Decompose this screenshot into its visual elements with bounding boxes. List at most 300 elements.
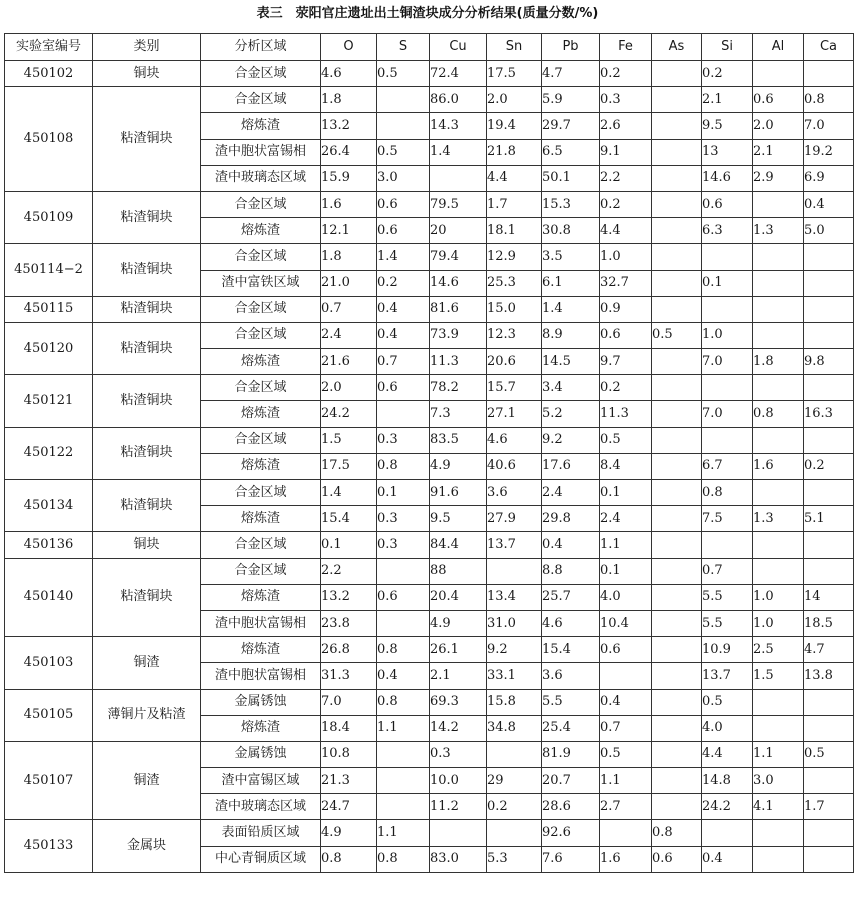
value-cell	[804, 244, 854, 270]
value-cell	[377, 768, 430, 794]
value-cell: 0.4	[377, 663, 430, 689]
table-row	[5, 244, 854, 270]
value-cell: 0.1	[600, 558, 652, 584]
value-cell: 25.3	[487, 270, 542, 296]
value-cell: 5.9	[542, 87, 600, 113]
value-cell: 7.0	[702, 349, 753, 375]
region-cell: 合金区域	[201, 532, 321, 558]
value-cell: 3.0	[753, 768, 804, 794]
region-cell: 熔炼渣	[201, 401, 321, 427]
value-cell: 0.5	[600, 427, 652, 453]
value-cell	[804, 558, 854, 584]
value-cell: 14.6	[430, 270, 487, 296]
value-cell: 4.7	[542, 61, 600, 87]
value-cell	[377, 610, 430, 636]
value-cell: 2.1	[430, 663, 487, 689]
value-cell: 0.8	[377, 689, 430, 715]
region-cell: 合金区域	[201, 375, 321, 401]
value-cell: 79.4	[430, 244, 487, 270]
value-cell: 4.7	[804, 637, 854, 663]
value-cell: 0.8	[321, 846, 377, 872]
region-cell: 熔炼渣	[201, 349, 321, 375]
value-cell	[652, 191, 702, 217]
value-cell	[652, 139, 702, 165]
category-cell: 粘渣铜块	[93, 322, 201, 374]
value-cell	[652, 532, 702, 558]
value-cell: 24.7	[321, 794, 377, 820]
region-cell: 渣中胞状富锡相	[201, 663, 321, 689]
value-cell	[652, 427, 702, 453]
value-cell	[804, 768, 854, 794]
value-cell: 31.0	[487, 610, 542, 636]
region-cell: 金属锈蚀	[201, 741, 321, 767]
value-cell: 20.6	[487, 349, 542, 375]
value-cell	[753, 689, 804, 715]
value-cell: 2.4	[600, 506, 652, 532]
lab-number-cell: 450108	[5, 87, 93, 192]
value-cell	[652, 689, 702, 715]
region-cell: 渣中胞状富锡相	[201, 610, 321, 636]
value-cell	[753, 296, 804, 322]
value-cell: 15.8	[487, 689, 542, 715]
value-cell: 16.3	[804, 401, 854, 427]
region-cell: 合金区域	[201, 191, 321, 217]
value-cell: 0.4	[804, 191, 854, 217]
value-cell: 1.3	[753, 506, 804, 532]
value-cell: 0.8	[804, 87, 854, 113]
value-cell: 2.1	[702, 87, 753, 113]
value-cell: 0.6	[377, 375, 430, 401]
category-cell: 金属块	[93, 820, 201, 872]
value-cell: 18.1	[487, 218, 542, 244]
value-cell: 27.1	[487, 401, 542, 427]
lab-number-cell: 450140	[5, 558, 93, 637]
region-cell: 熔炼渣	[201, 453, 321, 479]
value-cell	[804, 480, 854, 506]
value-cell	[753, 846, 804, 872]
region-cell: 渣中玻璃态区域	[201, 794, 321, 820]
value-cell: 9.5	[702, 113, 753, 139]
category-cell: 粘渣铜块	[93, 427, 201, 479]
value-cell: 1.5	[321, 427, 377, 453]
value-cell: 4.6	[321, 61, 377, 87]
value-cell	[600, 663, 652, 689]
value-cell: 21.6	[321, 349, 377, 375]
value-cell	[702, 375, 753, 401]
value-cell	[652, 375, 702, 401]
value-cell: 2.5	[753, 637, 804, 663]
value-cell	[652, 715, 702, 741]
value-cell: 34.8	[487, 715, 542, 741]
value-cell: 14.2	[430, 715, 487, 741]
value-cell: 0.2	[600, 375, 652, 401]
header-element: O	[321, 34, 377, 61]
value-cell	[652, 663, 702, 689]
value-cell: 10.4	[600, 610, 652, 636]
value-cell: 0.4	[542, 532, 600, 558]
value-cell: 5.0	[804, 218, 854, 244]
value-cell: 17.6	[542, 453, 600, 479]
header-element: Si	[702, 34, 753, 61]
value-cell	[652, 218, 702, 244]
value-cell: 69.3	[430, 689, 487, 715]
value-cell: 0.2	[600, 61, 652, 87]
value-cell: 27.9	[487, 506, 542, 532]
header-element: Al	[753, 34, 804, 61]
value-cell: 4.0	[600, 584, 652, 610]
value-cell: 4.9	[321, 820, 377, 846]
lab-number-cell: 450121	[5, 375, 93, 427]
header-category: 类别	[93, 34, 201, 61]
region-cell: 熔炼渣	[201, 584, 321, 610]
value-cell: 32.7	[600, 270, 652, 296]
value-cell: 9.2	[542, 427, 600, 453]
value-cell: 1.6	[600, 846, 652, 872]
value-cell: 6.7	[702, 453, 753, 479]
value-cell: 1.1	[377, 820, 430, 846]
value-cell: 1.4	[430, 139, 487, 165]
value-cell: 7.3	[430, 401, 487, 427]
value-cell	[652, 741, 702, 767]
value-cell: 0.6	[377, 218, 430, 244]
value-cell: 2.1	[753, 139, 804, 165]
value-cell: 4.6	[487, 427, 542, 453]
value-cell: 13.7	[487, 532, 542, 558]
value-cell: 1.1	[377, 715, 430, 741]
value-cell: 8.9	[542, 322, 600, 348]
lab-number-cell: 450107	[5, 741, 93, 820]
value-cell	[487, 741, 542, 767]
value-cell: 11.3	[430, 349, 487, 375]
value-cell: 3.6	[487, 480, 542, 506]
table-row	[5, 532, 854, 558]
value-cell: 4.9	[430, 610, 487, 636]
value-cell	[652, 610, 702, 636]
value-cell	[804, 270, 854, 296]
value-cell: 1.0	[753, 584, 804, 610]
value-cell: 2.0	[321, 375, 377, 401]
header-element: Sn	[487, 34, 542, 61]
value-cell: 1.5	[753, 663, 804, 689]
value-cell: 29	[487, 768, 542, 794]
value-cell	[702, 427, 753, 453]
value-cell: 83.5	[430, 427, 487, 453]
value-cell	[702, 820, 753, 846]
region-cell: 熔炼渣	[201, 218, 321, 244]
value-cell: 8.4	[600, 453, 652, 479]
value-cell: 12.9	[487, 244, 542, 270]
value-cell: 7.5	[702, 506, 753, 532]
table-caption: 表三 荥阳官庄遗址出土铜渣块成分分析结果(质量分数/%)	[256, 6, 599, 21]
value-cell: 15.3	[542, 191, 600, 217]
value-cell	[652, 558, 702, 584]
category-cell: 粘渣铜块	[93, 87, 201, 192]
value-cell: 2.7	[600, 794, 652, 820]
value-cell: 13.7	[702, 663, 753, 689]
value-cell	[702, 296, 753, 322]
value-cell	[487, 558, 542, 584]
value-cell	[377, 741, 430, 767]
value-cell: 13	[702, 139, 753, 165]
lab-number-cell: 450114−2	[5, 244, 93, 296]
category-cell: 粘渣铜块	[93, 244, 201, 296]
value-cell: 0.4	[377, 322, 430, 348]
value-cell	[652, 349, 702, 375]
category-cell: 铜块	[93, 532, 201, 558]
value-cell: 6.3	[702, 218, 753, 244]
region-cell: 合金区域	[201, 296, 321, 322]
value-cell: 1.3	[753, 218, 804, 244]
value-cell: 15.4	[542, 637, 600, 663]
header-row	[5, 34, 854, 61]
value-cell: 0.5	[377, 139, 430, 165]
value-cell	[652, 296, 702, 322]
category-cell: 粘渣铜块	[93, 558, 201, 637]
region-cell: 渣中玻璃态区域	[201, 165, 321, 191]
value-cell	[804, 846, 854, 872]
value-cell: 21.8	[487, 139, 542, 165]
value-cell	[753, 244, 804, 270]
value-cell: 1.4	[321, 480, 377, 506]
table-row	[5, 480, 854, 506]
region-cell: 渣中富铁区域	[201, 270, 321, 296]
header-region: 分析区域	[201, 34, 321, 61]
value-cell	[753, 427, 804, 453]
value-cell: 2.4	[321, 322, 377, 348]
value-cell: 1.0	[600, 244, 652, 270]
table-row	[5, 741, 854, 767]
value-cell: 2.2	[321, 558, 377, 584]
value-cell	[753, 715, 804, 741]
value-cell: 0.3	[377, 427, 430, 453]
value-cell: 18.5	[804, 610, 854, 636]
value-cell: 4.6	[542, 610, 600, 636]
table-row	[5, 87, 854, 113]
value-cell: 24.2	[702, 794, 753, 820]
value-cell: 9.5	[430, 506, 487, 532]
value-cell: 91.6	[430, 480, 487, 506]
region-cell: 表面铅质区域	[201, 820, 321, 846]
value-cell	[804, 532, 854, 558]
value-cell: 78.2	[430, 375, 487, 401]
value-cell	[652, 794, 702, 820]
value-cell: 7.6	[542, 846, 600, 872]
value-cell	[753, 820, 804, 846]
value-cell: 0.7	[377, 349, 430, 375]
category-cell: 粘渣铜块	[93, 375, 201, 427]
value-cell: 1.4	[377, 244, 430, 270]
value-cell	[487, 820, 542, 846]
value-cell: 4.4	[487, 165, 542, 191]
value-cell: 14.3	[430, 113, 487, 139]
lab-number-cell: 450103	[5, 637, 93, 689]
value-cell	[377, 401, 430, 427]
value-cell: 3.6	[542, 663, 600, 689]
value-cell: 12.1	[321, 218, 377, 244]
category-cell: 铜渣	[93, 741, 201, 820]
value-cell: 0.5	[377, 61, 430, 87]
value-cell: 21.0	[321, 270, 377, 296]
value-cell	[753, 532, 804, 558]
value-cell: 86.0	[430, 87, 487, 113]
value-cell: 9.8	[804, 349, 854, 375]
table-row	[5, 558, 854, 584]
value-cell: 20	[430, 218, 487, 244]
value-cell: 5.1	[804, 506, 854, 532]
category-cell: 粘渣铜块	[93, 191, 201, 243]
region-cell: 金属锈蚀	[201, 689, 321, 715]
value-cell: 0.8	[702, 480, 753, 506]
value-cell: 12.3	[487, 322, 542, 348]
value-cell: 2.4	[542, 480, 600, 506]
header-element: As	[652, 34, 702, 61]
value-cell: 1.7	[804, 794, 854, 820]
value-cell: 3.0	[377, 165, 430, 191]
value-cell	[377, 794, 430, 820]
category-cell: 粘渣铜块	[93, 480, 201, 532]
lab-number-cell: 450102	[5, 61, 93, 87]
value-cell	[804, 296, 854, 322]
value-cell: 13.2	[321, 113, 377, 139]
value-cell	[804, 715, 854, 741]
value-cell: 4.1	[753, 794, 804, 820]
value-cell: 30.8	[542, 218, 600, 244]
value-cell	[652, 244, 702, 270]
value-cell: 5.5	[702, 584, 753, 610]
value-cell: 14.5	[542, 349, 600, 375]
value-cell: 40.6	[487, 453, 542, 479]
value-cell: 13.8	[804, 663, 854, 689]
value-cell: 4.4	[600, 218, 652, 244]
lab-number-cell: 450136	[5, 532, 93, 558]
lab-number-cell: 450120	[5, 322, 93, 374]
value-cell	[377, 113, 430, 139]
value-cell: 2.9	[753, 165, 804, 191]
value-cell: 0.1	[600, 480, 652, 506]
header-element: Ca	[804, 34, 854, 61]
value-cell: 73.9	[430, 322, 487, 348]
composition-table	[4, 33, 854, 873]
value-cell: 0.7	[600, 715, 652, 741]
value-cell	[430, 820, 487, 846]
value-cell: 14	[804, 584, 854, 610]
value-cell: 7.0	[321, 689, 377, 715]
value-cell: 13.4	[487, 584, 542, 610]
value-cell: 2.0	[753, 113, 804, 139]
category-cell: 薄铜片及粘渣	[93, 689, 201, 741]
value-cell	[702, 532, 753, 558]
value-cell: 14.6	[702, 165, 753, 191]
value-cell: 1.0	[702, 322, 753, 348]
value-cell: 0.3	[430, 741, 487, 767]
value-cell: 20.4	[430, 584, 487, 610]
table-row	[5, 322, 854, 348]
value-cell: 13.2	[321, 584, 377, 610]
value-cell	[753, 375, 804, 401]
value-cell: 26.1	[430, 637, 487, 663]
value-cell: 0.6	[753, 87, 804, 113]
region-cell: 合金区域	[201, 480, 321, 506]
value-cell: 1.1	[600, 768, 652, 794]
value-cell	[652, 270, 702, 296]
lab-number-cell: 450115	[5, 296, 93, 322]
value-cell: 0.2	[600, 191, 652, 217]
table-row	[5, 191, 854, 217]
header-element: S	[377, 34, 430, 61]
value-cell	[652, 768, 702, 794]
region-cell: 熔炼渣	[201, 637, 321, 663]
table-row	[5, 296, 854, 322]
value-cell: 11.3	[600, 401, 652, 427]
value-cell: 0.8	[377, 637, 430, 663]
value-cell: 2.0	[487, 87, 542, 113]
region-cell: 合金区域	[201, 322, 321, 348]
value-cell: 0.5	[702, 689, 753, 715]
value-cell: 29.8	[542, 506, 600, 532]
value-cell: 0.6	[652, 846, 702, 872]
value-cell: 0.2	[487, 794, 542, 820]
value-cell: 3.4	[542, 375, 600, 401]
value-cell	[652, 401, 702, 427]
value-cell	[652, 584, 702, 610]
table-row	[5, 375, 854, 401]
value-cell: 1.8	[753, 349, 804, 375]
value-cell: 21.3	[321, 768, 377, 794]
value-cell: 2.6	[600, 113, 652, 139]
value-cell: 0.4	[377, 296, 430, 322]
value-cell: 0.8	[753, 401, 804, 427]
value-cell: 0.4	[600, 689, 652, 715]
value-cell: 0.6	[377, 584, 430, 610]
value-cell	[377, 87, 430, 113]
value-cell: 1.4	[542, 296, 600, 322]
value-cell: 26.8	[321, 637, 377, 663]
value-cell: 19.2	[804, 139, 854, 165]
value-cell	[652, 61, 702, 87]
table-body	[5, 61, 854, 873]
lab-number-cell: 450105	[5, 689, 93, 741]
value-cell: 81.9	[542, 741, 600, 767]
value-cell: 0.8	[377, 453, 430, 479]
region-cell: 中心青铜质区域	[201, 846, 321, 872]
value-cell	[652, 165, 702, 191]
value-cell: 19.4	[487, 113, 542, 139]
value-cell: 0.7	[702, 558, 753, 584]
value-cell: 0.5	[652, 322, 702, 348]
region-cell: 熔炼渣	[201, 506, 321, 532]
value-cell	[753, 558, 804, 584]
value-cell: 83.0	[430, 846, 487, 872]
value-cell: 1.8	[321, 244, 377, 270]
table-row	[5, 820, 854, 846]
value-cell	[377, 558, 430, 584]
lab-number-cell: 450109	[5, 191, 93, 243]
value-cell: 11.2	[430, 794, 487, 820]
value-cell: 0.3	[377, 532, 430, 558]
value-cell: 0.8	[377, 846, 430, 872]
value-cell: 0.2	[804, 453, 854, 479]
value-cell: 0.2	[377, 270, 430, 296]
value-cell: 0.6	[600, 322, 652, 348]
value-cell	[753, 61, 804, 87]
value-cell: 9.2	[487, 637, 542, 663]
value-cell: 5.5	[542, 689, 600, 715]
value-cell: 5.2	[542, 401, 600, 427]
value-cell: 1.1	[753, 741, 804, 767]
value-cell: 14.8	[702, 768, 753, 794]
value-cell: 15.0	[487, 296, 542, 322]
value-cell: 31.3	[321, 663, 377, 689]
